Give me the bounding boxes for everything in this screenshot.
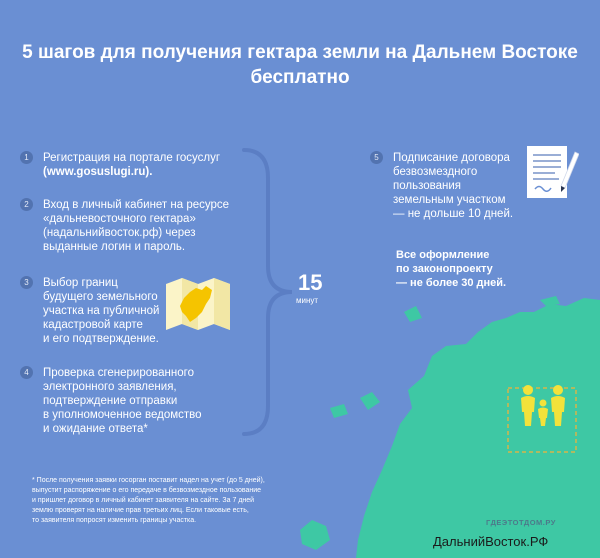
step-3: 3 Выбор границ будущего земельного участка на публичной кадастровой карте и его подтверждение. — [20, 276, 159, 346]
curly-brace-icon — [240, 148, 300, 438]
family-icon — [518, 384, 568, 428]
document-pen-icon — [523, 142, 579, 202]
duration-unit: минут — [296, 296, 319, 305]
step-number: 5 — [370, 151, 383, 164]
footnote: * После получения заявки госорган поставит надел на учет (до 5 дней), выпустит распоряжение о его передаче в безвозмездное пользование и пришлет договор в личный кабинет заявителя на сайте. За 7 дней землю проверят на наличие прав третьих лиц. Если таковые есть, то заявителя попросят изменить границы участка. — [32, 477, 265, 524]
duration-value: 15 — [298, 270, 323, 295]
summary-text: Все оформление по законопроекту — не более 30 дней. — [396, 249, 507, 289]
step-5: 5 Подписание договора безвозмездного пользования земельным участком — не дольше 10 дней. — [370, 151, 513, 221]
map-icon — [166, 278, 232, 332]
step-2: 2 Вход в личный кабинет на ресурсе «дальневосточного гектара» (надальнийвосток.рф) через выданные логин и пароль. — [20, 198, 229, 254]
step-number: 4 — [20, 366, 33, 379]
step-number: 3 — [20, 276, 33, 289]
step-number: 2 — [20, 198, 33, 211]
step-1: 1 Регистрация на портале госуслуг (www.gosuslugi.ru). — [20, 151, 220, 179]
page-title: 5 шагов для получения гектара земли на Дальнем Востоке бесплатно — [22, 42, 578, 88]
step-number: 1 — [20, 151, 33, 164]
step-4: 4 Проверка сгенерированного электронного заявления, подтверждение отправки в уполномоченное ведомство и ожидание ответа* — [20, 366, 202, 436]
site-name: ДальнийВосток.РФ — [433, 534, 549, 549]
brand-logo-text: ГДЕЭТОТДОМ.РУ — [486, 518, 556, 527]
